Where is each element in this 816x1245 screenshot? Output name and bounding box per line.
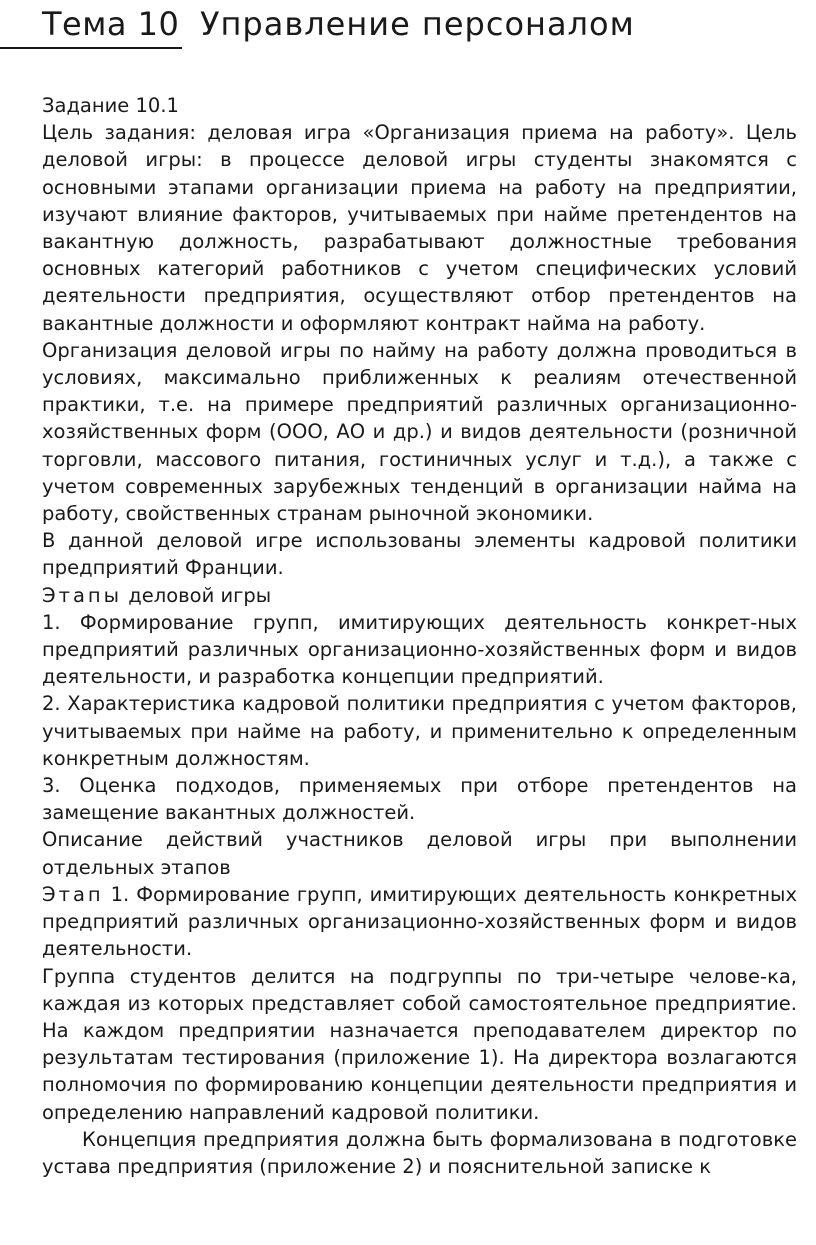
task-goal-paragraph: Цель задания: деловая игра «Организация приема на работу». Цель деловой игры: в процессе деловой игры студенты знакомятся с основными этапами организации приема на работу на предприятии, изучают влияние факторов, учитываемых при найме претендентов на вакантную должность, разрабатывают должностные требования основных категорий работников с учетом специфических условий деятельности предприятия, осуществляют отбор претендентов на вакантные должности и оформляют контракт найма на работу. [42,121,797,335]
stages-heading-spaced: Этапы [42,583,123,607]
stage-item-3: 3. Оценка подходов, применяемых при отборе претендентов на замещение вакантных должностей. [42,774,797,825]
stages-heading [42,582,797,609]
stage-1-paragraph [42,881,797,963]
stages-heading-rest: деловой игры [122,583,272,607]
stage-1-label: Этап [42,882,104,906]
topic-number: Тема 10 [42,5,180,43]
groups-paragraph: Группа студентов делится на подгруппы по три-четыре челове-ка, каждая из которых представляет собой самостоятельное предприятие. На каждом предприятии назначается преподавателем директор по результатам тестирования (приложение 1). На директора возлагаются полномочия по формированию концепции деятельности предприятия и определению направлений кадровой политики. [42,964,797,1124]
task-heading: Задание 10.1 [42,94,179,117]
description-heading: Описание действий участников деловой игры при выполнении отдельных этапов [42,828,797,879]
concept-paragraph: Концепция предприятия должна быть формализована в подготовке устава предприятия (приложение 2) и пояснительной записке к [42,1127,797,1178]
stage-1-text: 1. Формирование групп, имитирующих деятельность конкретных предприятий различных организационно-хозяйственных форм и видов деятельности. [42,882,797,961]
stage-item-1: 1. Формирование групп, имитирующих деятельность конкрет-ных предприятий различных организационно-хозяйственных форм и видов деятельности, и разработка концепции предприятий. [42,610,797,689]
header-rule [0,47,182,49]
stage-item-2: 2. Характеристика кадровой политики предприятия с учетом факторов, учитываемых при найме на работу, и применительно к определенным конкретным должностям. [42,692,797,770]
page-header [0,0,816,52]
organization-paragraph: Организация деловой игры по найму на работу должна проводиться в условиях, максимально приближенных к реалиям отечественной практики, т.е. на примере предприятий различных организационно-хозяйственных форм (ООО, АО и др.) и видов деятельности (розничной торговли, массового питания, гостиничных услуг и т.д.), а также с учетом современных зарубежных тенденций в организации найма на работу, свойственных странам рыночной экономики. [42,338,797,526]
france-paragraph: В данной деловой игре использованы элементы кадровой политики предприятий Франции. [42,529,797,580]
document-body [42,92,797,1180]
topic-title: Управление персоналом [200,5,635,43]
